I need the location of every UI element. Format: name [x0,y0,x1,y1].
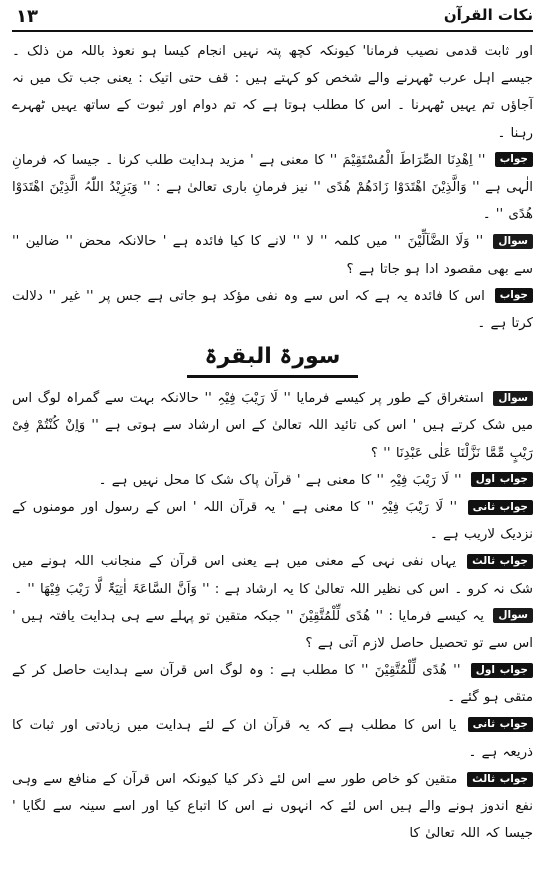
book-title: نکات القرآن [443,6,533,24]
surah-title: سورۃ البقرۃ [187,341,359,378]
paragraph-answer-c2 [12,494,533,548]
paragraph-intro [12,38,533,147]
paragraph-text: یا اس کا مطلب ہے کہ یہ قرآن ان کے لئے ہدایت میں زیادتی اور ثبات کا ذریعہ ہے ۔ [12,717,533,760]
paragraph-answer-b [12,283,533,337]
paragraph-text: یہاں نفی نہی کے معنی میں ہے یعنی اس قرآن کے منجانب اللہ ہونے میں شک نہ کرو ۔ اس کی نظیر اللہ تعالیٰ کا یہ ارشاد ہے : '' وَاَنَّ السَّاعَۃَ اٰتِیَۃٌ لَّا رَیْبَ فِیْھَا '' ۔ [12,554,533,597]
answer-tag: جواب ثانی [468,717,533,732]
paragraph-answer-c1 [12,467,533,494]
paragraph-answer-a [12,147,533,229]
paragraph-answer-d1 [12,657,533,711]
answer-tag: جواب اول [471,472,533,487]
paragraph-text: اس کا فائدہ یہ ہے کہ اس سے وہ نفی مؤکد ہو جاتی ہے جس پر '' غیر '' دلالت کرتا ہے ۔ [12,288,533,332]
answer-tag: جواب ثانی [468,500,533,515]
page-header [12,6,533,32]
paragraph-text: متقین کو خاص طور سے اس لئے ذکر کیا کیونکہ اس قرآن کے منافع سے وہی نفع اندوز ہونے والے ہیں اس لئے کہ انہوں نے اس کا اتباع کیا اور اسے سینہ سے لگایا ' جیسا کہ اللہ تعالیٰ کا [12,772,533,842]
paragraph-text: '' لَا رَیْبَ فِیْہِ '' کا معنی ہے ' قرآن پاک شک کا محل نہیں ہے ۔ [98,472,462,488]
paragraph-text: استغراق کے طور پر کیسے فرمایا '' لَا رَیْبَ فِیْہِ '' حالانکہ بہت سے گمراہ لوگ اس میں شک کرتے ہیں ' اس کی تائید اللہ تعالیٰ کے اس ارشاد سے ہوتی ہے '' وَاِنْ کُنْتُمْ فِیْ رَیْبٍ مِّمَّا نَزَّلْنَا عَلٰی عَبْدِنَا '' ؟ [12,391,533,461]
question-tag: سوال [493,391,533,406]
question-tag: سوال [493,234,533,249]
answer-tag: جواب [495,152,533,167]
paragraph-text: '' وَلَا الضَّآلِّیْنَ '' میں کلمہ '' لا '' لانے کا کیا فائدہ ہے ' حالانکہ محض '' ضالین '' سے بھی مقصود ادا ہو جاتا ہے ؟ [12,234,533,277]
paragraph-answer-d3 [12,766,533,848]
paragraph-text: اور ثابت قدمی نصیب فرمانا' کیونکہ کچھ پتہ نہیں انجام کیسا ہو نعوذ باللہ من ذلک ۔ جیسے اہل عرب ٹھہرنے والے شخص کو کہتے ہیں : قف حتی اتیک : یعنی جب تک میں نہ آجاؤں تم یہیں ٹھہرنا ۔ اس کا مطلب ہوتا ہے کہ تم دوام اور ثبوت کے ساتھ یہیں ٹھہرے رہنا ۔ [12,44,533,141]
paragraph-answer-d2 [12,712,533,766]
question-tag: سوال [493,608,533,623]
paragraph-text: '' ھُدًی لِّلْمُتَّقِیْنَ '' کا مطلب ہے : وہ لوگ اس قرآن سے ہدایت حاصل کر کے متقی ہو گئے ۔ [12,663,533,706]
answer-tag: جواب ثالث [467,554,533,569]
page-number: ۱۳ [16,6,38,27]
answer-tag: جواب ثالث [467,772,533,787]
answer-tag: جواب [495,288,533,303]
answer-tag: جواب اول [471,663,533,678]
paragraph-answer-c3 [12,548,533,602]
paragraph-question-d [12,603,533,657]
paragraph-question-b [12,228,533,282]
paragraph-text: '' اِھْدِنَا الصِّرَاطَ الْمُسْتَقِیْمَ '' کا معنی ہے ' مزید ہدایت طلب کرنا ۔ جیسا کہ فرمانِ الٰہی ہے '' وَالَّذِیْنَ اھْتَدَوْا زَادَھُمْ ھُدًی '' نیز فرمانِ باری تعالیٰ ہے : '' وَیَزِیْدُ اللّٰہُ الَّذِیْنَ اھْتَدَوْا ھُدًی '' ۔ [12,152,533,223]
paragraph-question-c [12,385,533,467]
paragraph-text: '' لَا رَیْبَ فِیْہِ '' کا معنی ہے ' یہ قرآن اللہ ' اس کے رسول اور مومنوں کے نزدیک لاریب ہے ۔ [12,500,533,543]
surah-heading [12,341,533,379]
paragraph-text: یہ کیسے فرمایا : '' ھُدًی لِّلْمُتَّقِیْنَ '' جبکہ متقین تو پہلے سے ہی ہدایت یافتہ ہیں ' اس سے تو تحصیل حاصل لازم آتی ہے ؟ [12,608,533,652]
